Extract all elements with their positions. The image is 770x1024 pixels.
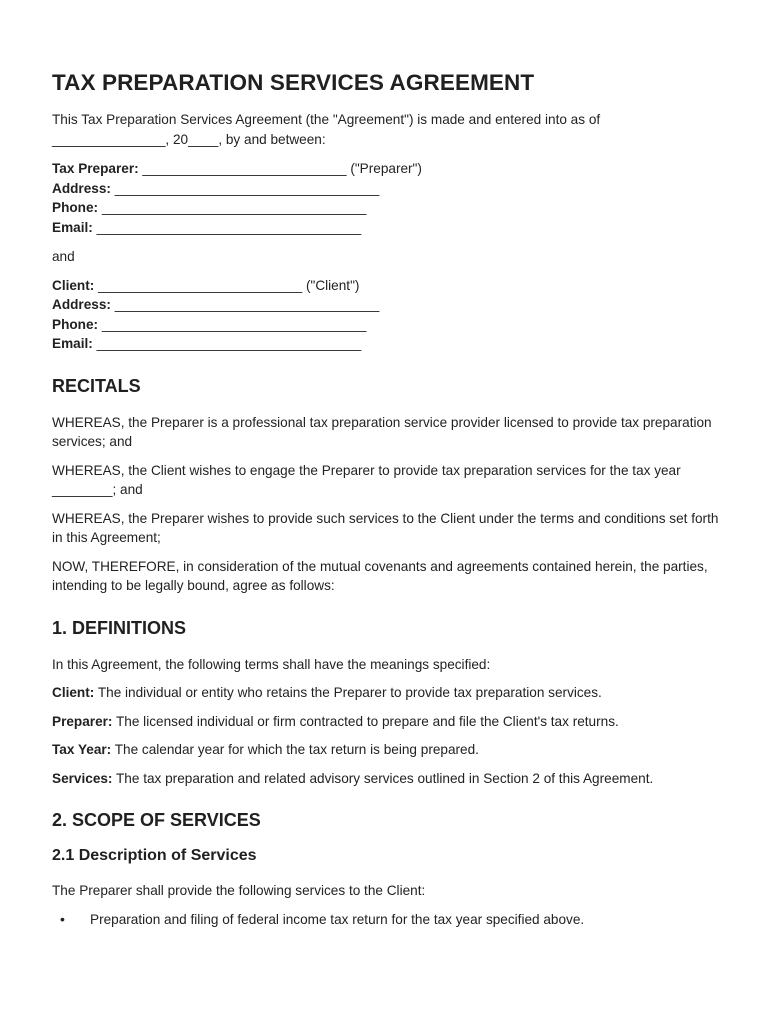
scope-heading: 2. SCOPE OF SERVICES [52, 810, 261, 830]
client-address-line [52, 295, 722, 315]
definitions-heading: 1. DEFINITIONS [52, 617, 187, 638]
definition-text: The licensed individual or firm contracted to prepare and file the Client's tax returns. [112, 713, 619, 729]
definition-term: Preparer: [52, 713, 113, 729]
recital-paragraph: NOW, THEREFORE, in consideration of the mutual covenants and agreements contained herein, the parties, intending to be legally bound, agree as follows: [52, 558, 708, 593]
document-title: TAX PREPARATION SERVICES AGREEMENT [52, 70, 535, 95]
preparer-email-label: Email: [52, 219, 93, 235]
definition-item [52, 712, 722, 732]
client-phone-blank: ___________________________________ [98, 316, 367, 332]
preparer-email-line [52, 218, 722, 238]
client-email-line [52, 334, 722, 354]
preparer-email-blank: ___________________________________ [92, 219, 362, 235]
definition-term: Client: [52, 685, 95, 700]
preparer-name-label: Tax Preparer: [52, 161, 139, 176]
recital-paragraph: WHEREAS, the Preparer is a professional tax preparation service provider licensed to provide tax preparation services; and [52, 414, 712, 449]
preparer-address-label: Address: [52, 180, 111, 196]
definition-term: Tax Year: [52, 742, 112, 757]
services-list [52, 910, 722, 930]
preparer-info [52, 159, 722, 237]
client-email-label: Email: [52, 336, 93, 351]
list-item [60, 910, 722, 930]
preparer-address-line [52, 179, 722, 199]
definition-item [52, 740, 722, 760]
document-page [52, 70, 722, 929]
intro-paragraph [52, 110, 722, 149]
client-name-label: Client: [52, 277, 95, 293]
client-name-line [52, 276, 722, 296]
bullet-icon: • [60, 910, 65, 927]
recital-paragraph: WHEREAS, the Client wishes to engage the Preparer to provide tax preparation services for the tax year ________; and [52, 462, 681, 497]
client-name-blank: ___________________________ ("Client") [94, 277, 360, 293]
client-address-blank: ___________________________________ [110, 297, 380, 312]
preparer-phone-line [52, 198, 722, 218]
definitions-intro: In this Agreement, the following terms shall have the meanings specified: [52, 656, 491, 672]
intro-line-2: _______________, 20____, by and between: [52, 131, 326, 147]
recital-paragraph: WHEREAS, the Preparer wishes to provide such services to the Client under the terms and conditions set forth in this Agreement; [52, 510, 719, 545]
preparer-phone-blank: ___________________________________ [98, 200, 367, 215]
recitals-heading: RECITALS [52, 375, 141, 396]
definition-term: Services: [52, 770, 113, 786]
definition-item [52, 769, 722, 789]
definition-item [52, 683, 722, 703]
preparer-address-blank: ___________________________________ [110, 180, 380, 196]
intro-line-1: This Tax Preparation Services Agreement (the "Agreement") is made and entered into as of [52, 112, 601, 127]
list-item-text: Preparation and filing of federal income tax return for the tax year specified above. [90, 911, 585, 927]
preparer-phone-label: Phone: [52, 200, 99, 215]
client-address-label: Address: [52, 297, 111, 312]
client-info [52, 276, 722, 354]
client-phone-label: Phone: [52, 316, 99, 332]
definition-text: The individual or entity who retains the Preparer to provide tax preparation services. [94, 685, 602, 700]
definition-text: The calendar year for which the tax return is being prepared. [111, 742, 479, 757]
definition-text: The tax preparation and related advisory services outlined in Section 2 of this Agreement. [112, 770, 654, 786]
client-email-blank: ___________________________________ [92, 336, 362, 351]
preparer-name-line [52, 159, 722, 179]
scope-intro: The Preparer shall provide the following services to the Client: [52, 883, 426, 898]
and-text: and [52, 249, 75, 264]
client-phone-line [52, 315, 722, 335]
preparer-name-blank: ___________________________ ("Preparer") [138, 161, 422, 176]
scope-subheading: 2.1 Description of Services [52, 847, 257, 864]
